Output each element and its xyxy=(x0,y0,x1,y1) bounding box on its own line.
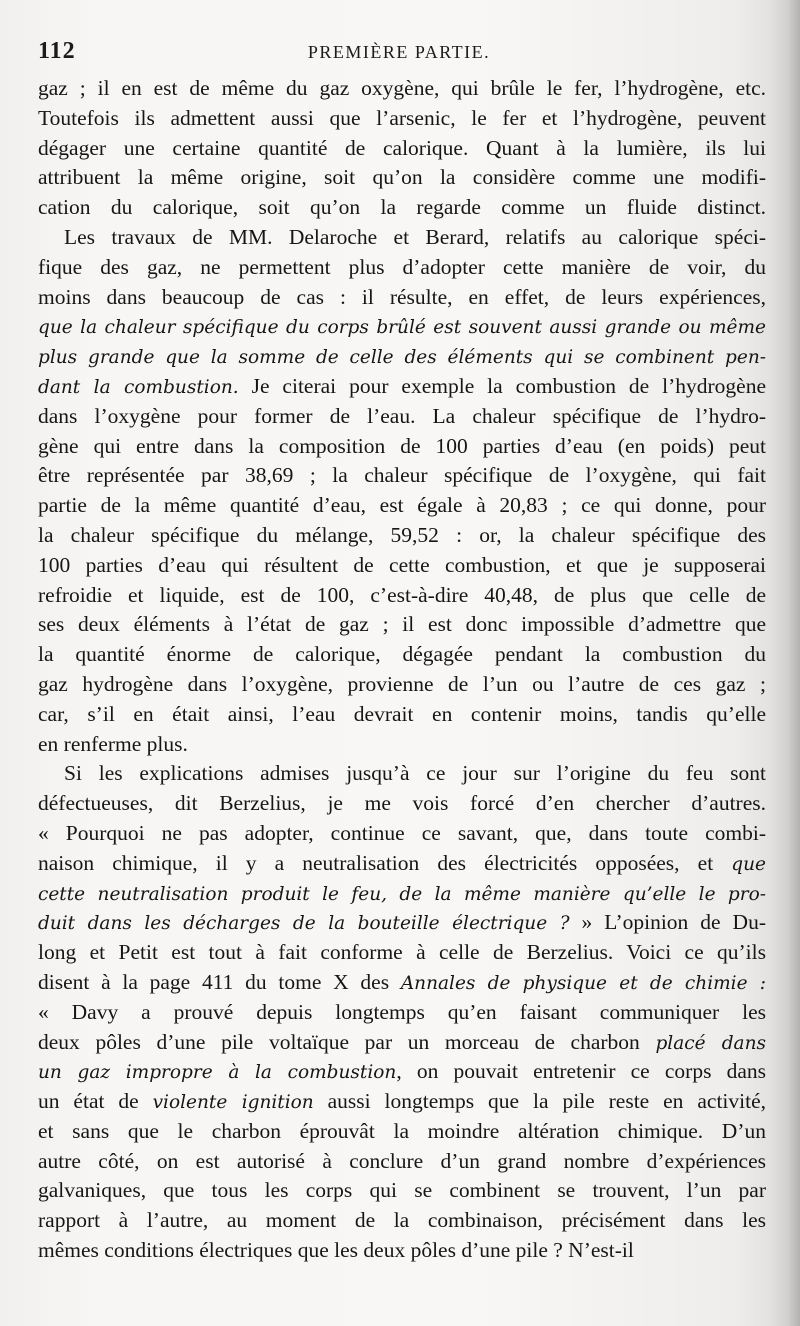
text-line xyxy=(38,730,766,760)
text-line xyxy=(38,163,766,193)
text-segment: Si les explications admises jusqu’à ce jour sur l’origine du feu sont xyxy=(64,761,766,786)
text-line xyxy=(38,312,766,342)
text-segment: dans l’oxygène pour former de l’eau. La chaleur spécifique de l’hydro- xyxy=(38,403,766,428)
text-segment: galvaniques, que tous les corps qui se combinent se trouvent, l’un par xyxy=(38,1178,766,1203)
text-segment: attribuent la même origine, soit qu’on la considère comme une modifi- xyxy=(38,165,766,190)
text-segment: Les travaux de MM. Delaroche et Berard, relatifs au calorique spéci- xyxy=(64,224,766,249)
text-segment: gène qui entre dans la composition de 100 parties d’eau (en poids) peut xyxy=(38,433,766,458)
text-line xyxy=(38,1147,766,1177)
text-segment: long et Petit est tout à fait conforme à celle de Berzelius. Voici ce qu’ils xyxy=(38,940,766,965)
text-line xyxy=(38,1028,766,1058)
text-segment: en renferme plus. xyxy=(38,731,188,756)
page-gutter-shadow xyxy=(770,0,800,1326)
text-line xyxy=(38,372,766,402)
text-line xyxy=(38,1117,766,1147)
text-line xyxy=(38,551,766,581)
text-segment: un état de xyxy=(38,1089,153,1114)
italic-text: que xyxy=(731,853,766,875)
text-line xyxy=(38,1087,766,1117)
text-segment: Je citerai pour exemple la combustion de l’hydrogène xyxy=(238,373,766,398)
text-line xyxy=(38,74,766,104)
italic-text: cette neutralisation produit le feu, de la même manière qu’elle le pro- xyxy=(38,883,766,905)
text-line xyxy=(38,1057,766,1087)
text-segment: gaz hydrogène dans l’oxygène, provienne de l’un ou l’autre de ces gaz ; xyxy=(38,671,766,696)
text-line xyxy=(38,670,766,700)
text-segment: être représentée par 38,69 ; la chaleur spécifique de l’oxygène, qui fait xyxy=(38,463,766,488)
page-number: 112 xyxy=(38,38,76,64)
text-line xyxy=(38,819,766,849)
text-segment: deux pôles d’une pile voltaïque par un morceau de charbon xyxy=(38,1029,656,1054)
text-line xyxy=(38,938,766,968)
text-segment: naison chimique, il y a neutralisation des électricités opposées, et xyxy=(38,850,732,875)
text-segment: , on pouvait entretenir ce corps dans xyxy=(396,1059,766,1084)
text-line xyxy=(38,461,766,491)
text-line xyxy=(38,610,766,640)
text-segment: partie de la même quantité d’eau, est égale à 20,83 ; ce qui donne, pour xyxy=(38,493,766,518)
text-line xyxy=(38,700,766,730)
italic-text: que la chaleur spécifique du corps brûlé est souvent aussi grande ou même xyxy=(38,317,766,339)
text-line xyxy=(38,1206,766,1236)
text-line xyxy=(38,789,766,819)
text-line xyxy=(38,998,766,1028)
text-segment: fique des gaz, ne permettent plus d’adopter cette manière de voir, du xyxy=(38,254,766,279)
italic-text: Annales de physique et de chimie : xyxy=(400,972,766,994)
text-segment: Toutefois ils admettent aussi que l’arsenic, le fer et l’hydrogène, peuvent xyxy=(38,105,766,130)
text-segment: gaz ; il en est de même du gaz oxygène, qui brûle le fer, l’hydrogène, etc. xyxy=(38,76,766,100)
text-segment: refroidie et liquide, est de 100, c’est-à-dire 40,48, de plus que celle de xyxy=(38,582,766,607)
text-segment: autre côté, on est autorisé à conclure d’un grand nombre d’expériences xyxy=(38,1148,766,1173)
text-line xyxy=(38,253,766,283)
text-line xyxy=(38,104,766,134)
text-line xyxy=(38,342,766,372)
italic-text: duit dans les décharges de la bouteille électrique ? xyxy=(38,913,570,935)
text-line xyxy=(38,968,766,998)
text-line xyxy=(38,759,766,789)
text-segment: car, s’il en était ainsi, l’eau devrait en contenir moins, tandis qu’elle xyxy=(38,701,766,726)
text-segment: la chaleur spécifique du mélange, 59,52 : or, la chaleur spécifique des xyxy=(38,522,766,547)
italic-text: plus grande que la somme de celle des éléments qui se combinent pen- xyxy=(38,347,766,369)
text-line xyxy=(38,1176,766,1206)
text-segment: mêmes conditions électriques que les deux pôles d’une pile ? N’est-il xyxy=(38,1238,634,1263)
text-segment: défectueuses, dit Berzelius, je me vois forcé d’en chercher d’autres. xyxy=(38,791,766,816)
text-line xyxy=(38,640,766,670)
running-head: PREMIÈRE PARTIE. xyxy=(307,42,491,62)
text-segment: disent à la page 411 du tome X des xyxy=(38,969,401,994)
text-segment: aussi longtemps que la pile reste en activité, xyxy=(313,1089,767,1114)
text-line xyxy=(38,879,766,909)
italic-text: placé dans xyxy=(655,1032,766,1054)
text-segment: 100 parties d’eau qui résultent de cette combustion, et que je supposerai xyxy=(38,552,766,577)
text-segment: dégager une certaine quantité de calorique. Quant à la lumière, ils lui xyxy=(38,135,766,160)
text-segment: » L’opinion de Du- xyxy=(569,910,766,935)
text-line xyxy=(38,402,766,432)
body-text xyxy=(38,74,766,1266)
text-segment: moins dans beaucoup de cas : il résulte, en effet, de leurs expériences, xyxy=(38,284,766,309)
text-segment: cation du calorique, soit qu’on la regarde comme un fluide distinct. xyxy=(38,195,766,220)
text-line xyxy=(38,1236,766,1266)
text-segment: la quantité énorme de calorique, dégagée pendant la combustion du xyxy=(38,642,766,667)
italic-text: un gaz impropre à la combustion xyxy=(38,1062,397,1084)
italic-text: violente ignition xyxy=(152,1092,314,1114)
text-segment: rapport à l’autre, au moment de la combinaison, précisément dans les xyxy=(38,1208,766,1233)
text-line xyxy=(38,908,766,938)
text-line xyxy=(38,223,766,253)
text-line xyxy=(38,193,766,223)
text-line xyxy=(38,283,766,313)
italic-text: dant la combustion. xyxy=(38,376,239,398)
text-segment: « Pourquoi ne pas adopter, continue ce savant, que, dans toute combi- xyxy=(38,820,766,845)
text-line xyxy=(38,521,766,551)
text-line xyxy=(38,432,766,462)
text-segment: « Davy a prouvé depuis longtemps qu’en faisant communiquer les xyxy=(38,999,766,1024)
text-segment: ses deux éléments à l’état de gaz ; il est donc impossible d’admettre que xyxy=(38,612,766,637)
text-line xyxy=(38,581,766,611)
text-line xyxy=(38,134,766,164)
text-line xyxy=(38,491,766,521)
page-header xyxy=(38,38,760,72)
text-segment: et sans que le charbon éprouvât la moindre altération chimique. D’un xyxy=(38,1118,766,1143)
text-line xyxy=(38,849,766,879)
